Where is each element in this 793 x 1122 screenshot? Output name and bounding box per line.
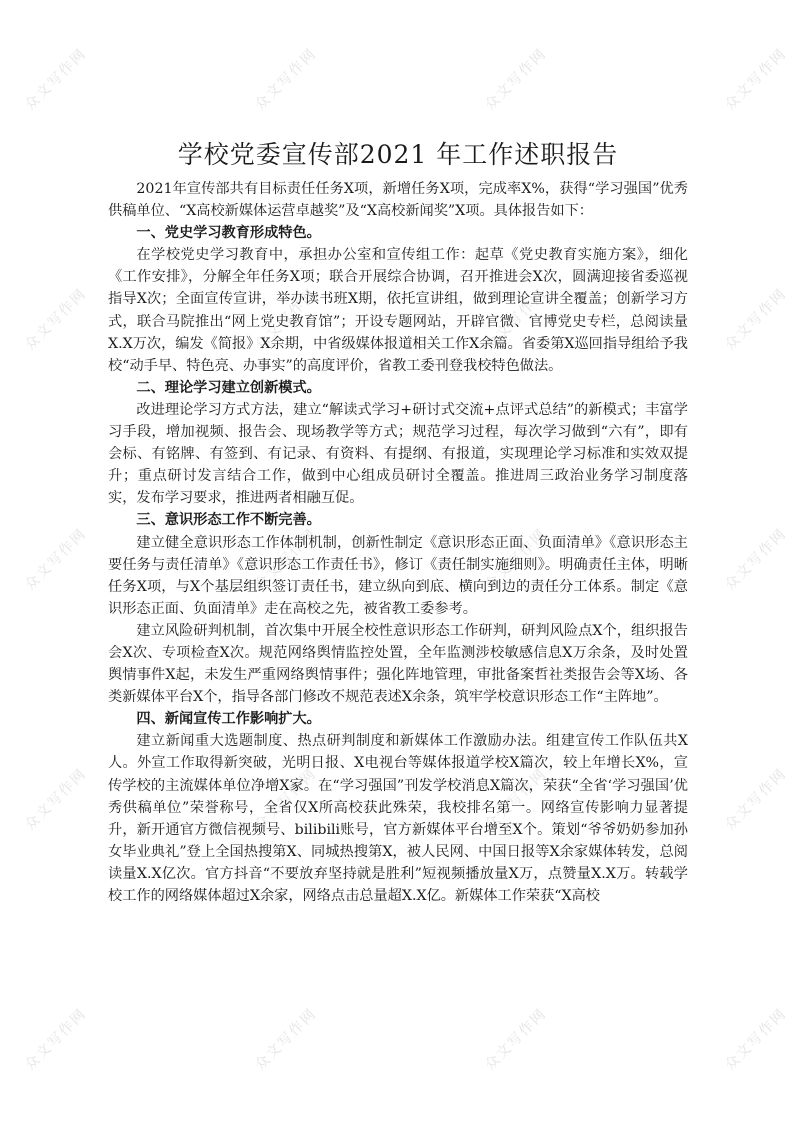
section-4 bbox=[108, 708, 688, 907]
section-heading: 一、党史学习教育形成特色。 bbox=[136, 225, 321, 242]
watermark-text: 众文写作网 bbox=[722, 765, 791, 834]
section-paragraph: 改进理论学习方式方法，建立“解读式学习+研讨式交流+点评式总结”的新模式；丰富学习手段，增加视频、报告会、现场教学等方式；规范学习过程，每次学习做到“六有”，即有会标、有铭牌、有签到、有记录、有资料、有提纲、有报道，实现理论学习标准和实效双提升；重点研讨发言结合工作，做到中心组成员研讨全覆盖。推进周三政治业务学习制度落实，发布学习要求，推进两者相融互促。 bbox=[108, 401, 688, 507]
section-paragraph: 建立新闻重大选题制度、热点研判制度和新媒体工作激励办法。组建宣传工作队伍共X人。外宣工作取得新突破，光明日报、X电视台等媒体报道学校X篇次，较上年增长X%，宣传学校的主流媒体单位净增X家。在“学习强国”刊发学校消息X篇次，荣获“全省‘学习强国’优秀供稿单位”荣誉称号，全省仅X所高校获此殊荣，我校排名第一。网络宣传影响力显著提升，新开通官方微信视频号、bilibili账号，官方新媒体平台增至X个。策划“爷爷奶奶参加孙女毕业典礼”登上全国热搜第X、同城热搜第X，被人民网、中国日报等X余家媒体转发，总阅读量X.X亿次。官方抖音“不要放弃坚持就是胜利”短视频播放量X万，点赞量X.X万。转载学校工作的网络媒体超过X余家，网络点击总量超X.X亿。新媒体工作荣获“X高校 bbox=[108, 733, 688, 904]
watermark-text: 众文写作网 bbox=[722, 45, 791, 114]
watermark-text: 众文写作网 bbox=[482, 1005, 551, 1074]
watermark-text: 众文写作网 bbox=[252, 1005, 321, 1074]
watermark-text: 众文写作网 bbox=[482, 525, 551, 594]
section-paragraph: 建立健全意识形态工作体制机制，创新性制定《意识形态正面、负面清单》《意识形态主要任务与责任清单》《意识形态工作责任书》，修订《责任制实施细则》。明确责任主体，明晰任务X项，与X个基层组织签订责任书，建立纵向到底、横向到边的责任分工体系。制定《意识形态正面、负面清单》走在高校之先，被省教工委参考。 bbox=[108, 534, 688, 617]
watermark-text: 众文写作网 bbox=[22, 285, 91, 354]
watermark-text: 众文写作网 bbox=[22, 765, 91, 834]
watermark-text: 众文写作网 bbox=[722, 285, 791, 354]
watermark-text: 众文写作网 bbox=[252, 525, 321, 594]
watermark-text: 众文写作网 bbox=[252, 285, 321, 354]
watermark-text: 众文写作网 bbox=[722, 525, 791, 594]
watermark-text: 众文写作网 bbox=[22, 1005, 91, 1074]
watermark-text: 众文写作网 bbox=[482, 765, 551, 834]
section-paragraph: 建立风险研判机制，首次集中开展全校性意识形态工作研判，研判风险点X个，组织报告会X次、专项检查X次。规范网络舆情监控处置，全年监测涉校敏感信息X万余条，及时处置舆情事件X起，未发生严重网络舆情事件；强化阵地管理，审批备案哲社类报告会等X场、各类新媒体平台X个，指导各部门修改不规范表述X余条，筑牢学校意识形态工作“主阵地”。 bbox=[108, 622, 688, 706]
section-2 bbox=[108, 377, 688, 510]
section-paragraph: 在学校党史学习教育中，承担办公室和宣传组工作：起草《党史教育实施方案》，细化《工作安排》，分解全年任务X项；联合开展综合协调，召开推进会X次，圆满迎接省委巡视指导X次；全面宣传宣讲，举办读书班X期，依托宣讲组，做到理论宣讲全覆盖；创新学习方式，联合马院推出“网上党史教育馆”；开设专题网站，开辟官微、官博党史专栏，总阅读量X.X万次，编发《简报》X余期，中省级媒体报道相关工作X余篇。省委第X巡回指导组给予我校“动手早、特色亮、办事实”的高度评价，省教工委刊登我校特色做法。 bbox=[108, 247, 688, 374]
watermark-text: 众文写作网 bbox=[22, 525, 91, 594]
section-1 bbox=[108, 222, 688, 377]
watermark-text: 众文写作网 bbox=[482, 285, 551, 354]
section-3 bbox=[108, 509, 688, 708]
watermark-text: 众文写作网 bbox=[482, 45, 551, 114]
watermark-text: 众文写作网 bbox=[252, 765, 321, 834]
section-heading: 三、意识形态工作不断完善。 bbox=[136, 512, 321, 529]
page-title: 学校党委宣传部2021 年工作述职报告 bbox=[177, 140, 619, 169]
document-page bbox=[108, 138, 688, 907]
section-heading: 二、理论学习建立创新模式。 bbox=[136, 379, 321, 396]
intro-paragraph: 2021年宣传部共有目标责任任务X项，新增任务X项，完成率X%，获得“学习强国”优秀供稿单位、“X高校新媒体运营卓越奖”及“X高校新闻奖”X项。具体报告如下： bbox=[108, 181, 688, 220]
watermark-text: 众文写作网 bbox=[722, 1005, 791, 1074]
watermark-text: 众文写作网 bbox=[22, 45, 91, 114]
watermark-text: 众文写作网 bbox=[252, 45, 321, 114]
section-heading: 四、新闻宣传工作影响扩大。 bbox=[136, 711, 321, 728]
